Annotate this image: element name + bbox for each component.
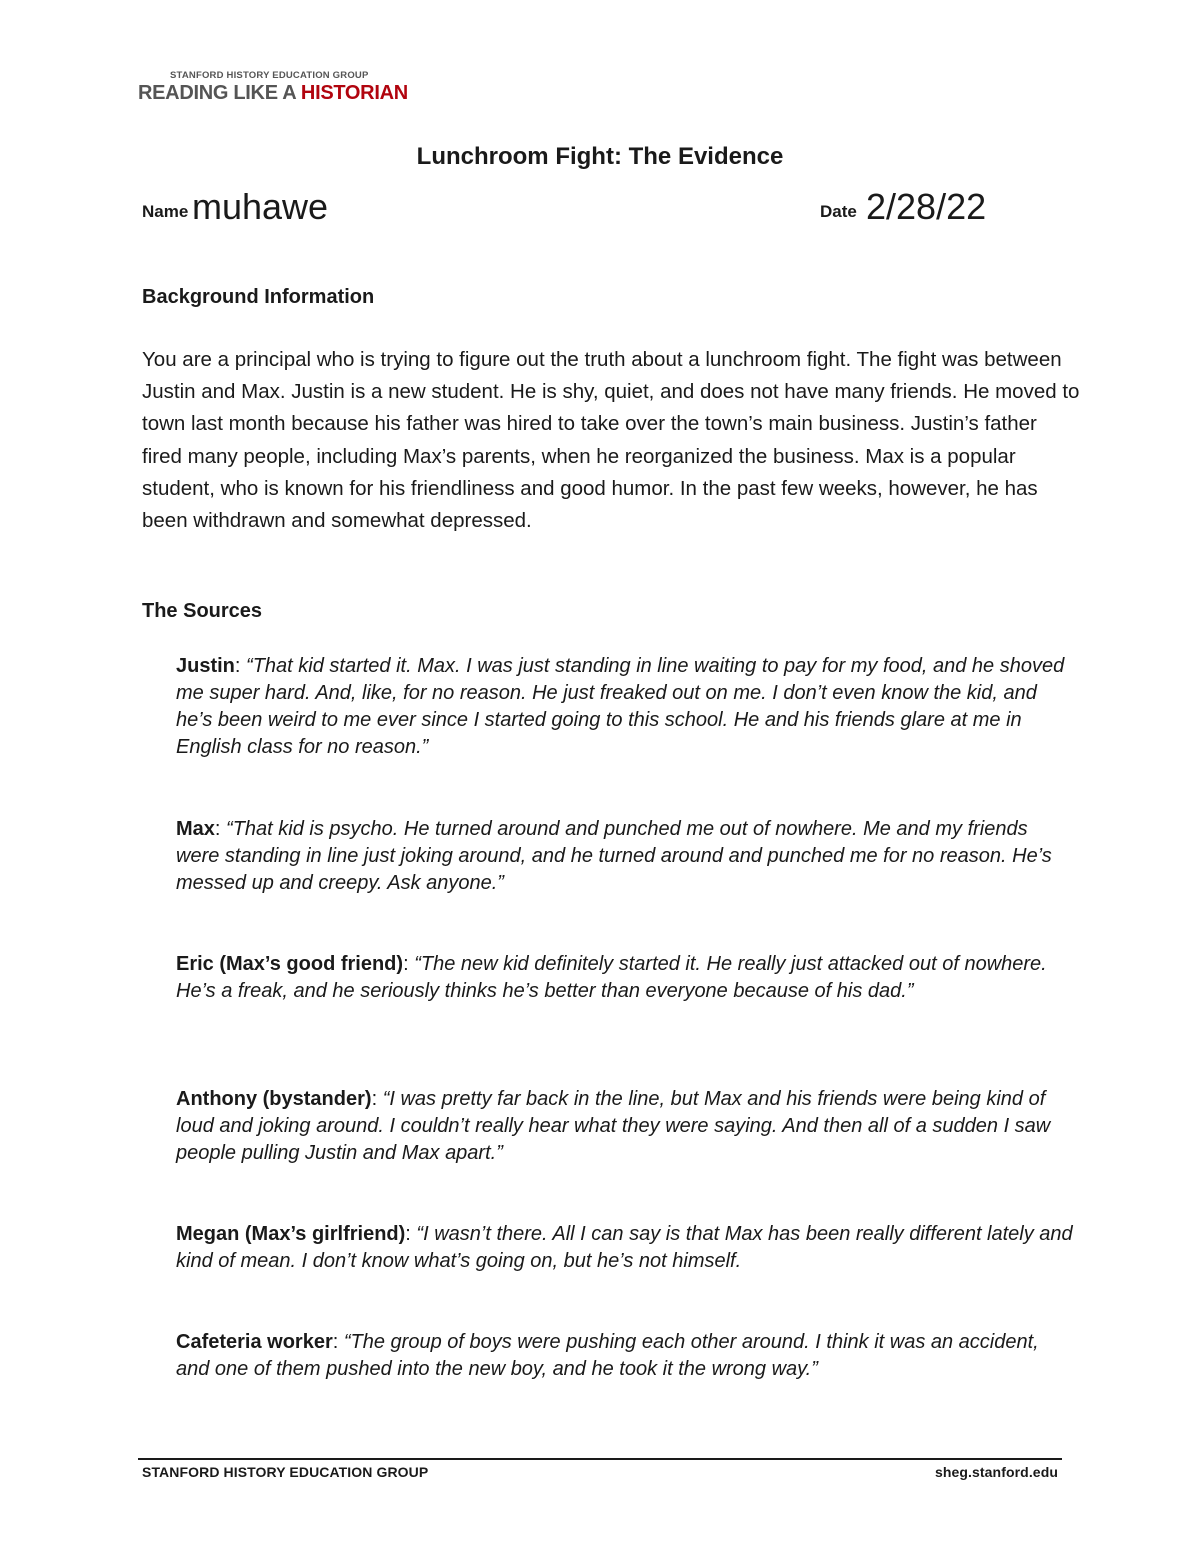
logo-main-highlight: HISTORIAN <box>300 82 408 104</box>
footer-organization: STANFORD HISTORY EDUCATION GROUP <box>142 1464 429 1480</box>
background-heading: Background Information <box>142 286 375 308</box>
source-speaker: Justin <box>176 655 235 677</box>
sheg-logo <box>138 70 408 110</box>
logo-main-prefix: READING LIKE A <box>138 82 301 104</box>
source-speaker: Cafeteria worker <box>176 1331 333 1353</box>
source-eric: Eric (Max’s good friend): “The new kid definitely started it. He really just attacked out of nowhere. He’s a freak, and he seriously thinks he’s better than everyone because of his dad.” <box>176 953 1047 1002</box>
source-speaker: Anthony (bystander) <box>176 1088 372 1110</box>
name-value: muhawe <box>192 186 329 227</box>
source-max: Max: “That kid is psycho. He turned around and punched me out of nowhere. Me and my friends were standing in line just joking around, and he turned around and punched me for no reason. He’s messed up and creepy. Ask anyone.” <box>176 818 1052 894</box>
source-quote: “The new kid definitely started it. He really just attacked out of nowhere. He’s a freak, and he seriously thinks he’s better than everyone because of his dad.” <box>176 953 1047 1002</box>
source-quote: “I was pretty far back in the line, but Max and his friends were being kind of loud and joking around. I couldn’t really hear what they were saying. And then all of a sudden I saw people pulling Justin and Max apart.” <box>176 1088 1051 1164</box>
footer-divider <box>138 1458 1062 1460</box>
background-paragraph: You are a principal who is trying to figure out the truth about a lunchroom fight. The fight was between Justin and Max. Justin is a new student. He is shy, quiet, and does not have many friends. He moved to town last month because his father was hired to take over the town’s main business. Justin’s father fired many people, including Max’s parents, when he reorganized the business. Max is a popular student, who is known for his friendliness and good humor. In the past few weeks, however, he has been withdrawn and somewhat depressed. <box>142 348 1080 533</box>
logo-main-line <box>138 82 408 105</box>
footer-website: sheg.stanford.edu <box>934 1464 1058 1480</box>
source-speaker: Eric (Max’s good friend) <box>176 953 404 975</box>
source-quote: “I wasn’t there. All I can say is that Max has been really different lately and kind of mean. I don’t know what’s going on, but he’s not himself. <box>176 1223 1073 1272</box>
source-anthony: Anthony (bystander): “I was pretty far back in the line, but Max and his friends were being kind of loud and joking around. I couldn’t really hear what they were saying. And then all of a sudden I saw people pulling Justin and Max apart.” <box>176 1088 1051 1164</box>
date-label: Date <box>820 202 857 221</box>
source-cafeteria-worker: Cafeteria worker: “The group of boys were pushing each other around. I think it was an accident, and one of them pushed into the new boy, and he took it the wrong way.” <box>176 1331 1039 1380</box>
sources-heading: The Sources <box>142 600 263 622</box>
logo-top-line: STANFORD HISTORY EDUCATION GROUP <box>170 70 369 81</box>
source-speaker: Max <box>176 818 215 840</box>
name-label: Name <box>142 202 189 221</box>
source-quote: “That kid started it. Max. I was just standing in line waiting to pay for my food, and he shoved me super hard. And, like, for no reason. He just freaked out on me. I don’t even know the kid, and he’s been weird to me ever since I started going to this school. He and his friends glare at me in English class for no reason.” <box>176 655 1065 758</box>
document-title: Lunchroom Fight: The Evidence <box>416 143 784 170</box>
source-speaker: Megan (Max’s girlfriend) <box>176 1223 406 1245</box>
date-value: 2/28/22 <box>866 186 987 227</box>
source-megan: Megan (Max’s girlfriend): “I wasn’t there. All I can say is that Max has been really different lately and kind of mean. I don’t know what’s going on, but he’s not himself. <box>176 1223 1073 1272</box>
source-quote: “That kid is psycho. He turned around and punched me out of nowhere. Me and my friends were standing in line just joking around, and he turned around and punched me for no reason. He’s messed up and creepy. Ask anyone.” <box>176 818 1052 894</box>
source-justin: Justin: “That kid started it. Max. I was just standing in line waiting to pay for my food, and he shoved me super hard. And, like, for no reason. He just freaked out on me. I don’t even know the kid, and he’s been weird to me ever since I started going to this school. He and his friends glare at me in English class for no reason.” <box>176 655 1065 758</box>
source-quote: “The group of boys were pushing each other around. I think it was an accident, and one of them pushed into the new boy, and he took it the wrong way.” <box>176 1331 1039 1380</box>
